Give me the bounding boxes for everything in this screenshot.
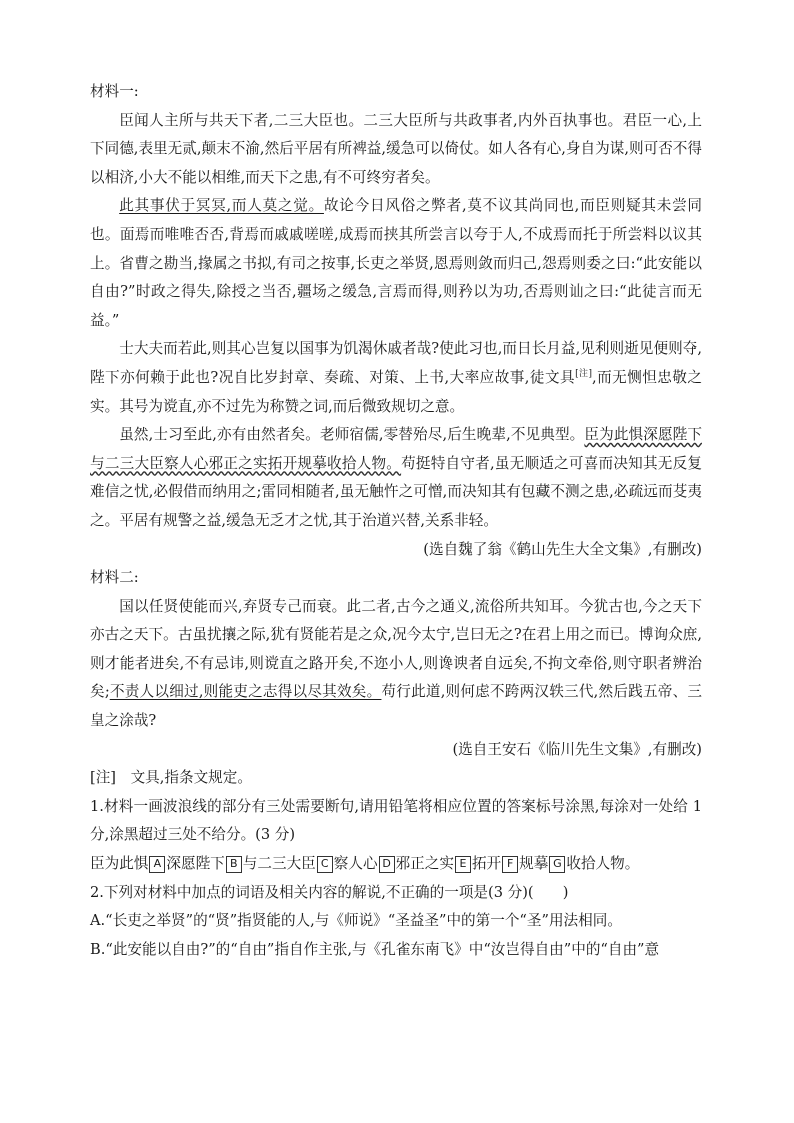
answer-box-c[interactable]: C xyxy=(317,856,333,873)
paragraph-text: ,而无恻怛忠敬之实。其号为谠直,亦不过先为称赞之词,而后微致规切之意。 xyxy=(90,368,702,415)
underlined-sentence: 不责人以细过,则能吏之志得以尽其效矣。 xyxy=(109,683,382,701)
material1-paragraph-1: 臣闻人主所与共天下者,二三大臣也。二三大臣所与共政事者,内外百执事也。君臣一心,上下同德,表里无贰,颠末不渝,然后平居有所裨益,缓急可以倚仗。如人各有心,身自为谋,则可否不得以相济,小大不能以相维,而天下之患,有不可终穷者矣。 xyxy=(90,111,702,186)
question-2: 2.下列对材料中加点的词语及相关内容的解说,不正确的一项是(3 分)( ) xyxy=(90,883,569,901)
segment-6: 规摹 xyxy=(519,855,549,873)
wavy-underlined-sentence: 臣为此惧深愿陛下与二三大臣察人心邪正之实拓开规摹收拾人物。 xyxy=(90,426,702,472)
paragraph-text: 国以任贤使能而兴,弃贤专己而衰。此二者,古今之通义,流俗所共知耳。今犹古也,今之天下亦古之天下。古虽扰攘之际,犹有贤能若是之众,况今太宁,岂曰无之?在君上用之而已。博询众庶,则才能者进矣,不有忌讳,则谠直之路开矣,不迩小人,则谗谀者自远矣,不拘文牵俗,则守职者辨治矣; xyxy=(90,597,702,701)
material1-paragraph-2 xyxy=(90,192,702,335)
underlined-sentence: 此其事伏于冥冥,而人莫之觉。 xyxy=(119,197,324,215)
material2-label: 材料二: xyxy=(90,569,139,587)
material1-paragraph-3 xyxy=(90,335,702,421)
question-2-option-a: A.“长吏之举贤”的“贤”指贤能的人,与《师说》“圣益圣”中的第一个“圣”用法相同。 xyxy=(90,912,622,930)
segment-5: 拓开 xyxy=(471,855,502,873)
segment-3: 察人心 xyxy=(333,855,378,873)
footnote-marker: [注] xyxy=(575,369,592,380)
question-2-option-b: B.“此安能以自由?”的“自由”指自作主张,与《孔雀东南飞》中“汝岂得自由”中的“自由”意 xyxy=(90,940,660,958)
segment-2: 与二三大臣 xyxy=(242,855,316,873)
material1-label: 材料一: xyxy=(90,83,139,100)
answer-choice-line xyxy=(90,850,702,879)
answer-box-b[interactable]: B xyxy=(226,856,242,873)
document-page xyxy=(90,78,702,964)
answer-box-g[interactable]: G xyxy=(549,856,565,873)
answer-box-e[interactable]: E xyxy=(455,856,471,873)
material2-paragraph-1 xyxy=(90,593,702,736)
material1-source: (选自魏了翁《鹤山先生大全文集》,有删改) xyxy=(423,540,702,558)
segment-0: 臣为此惧 xyxy=(90,855,149,873)
segment-1: 深愿陛下 xyxy=(166,855,225,873)
answer-box-a[interactable]: A xyxy=(149,856,165,873)
paragraph-text: 故论今日风俗之弊者,莫不议其尚同也,而臣则疑其未尝同也。面焉而唯唯否否,背焉而戚戚嗟嗟,成焉而挟其所尝言以夸于人,不成焉而托于所尝料以议其上。省曹之勘当,掾属之书拟,有司之按事,长吏之举贤,恩焉则敛而归己,怨焉则委之曰:“此安能以自由?”时政之得失,除授之当否,疆场之缓急,言焉而得,则矜以为功,否焉则讪之曰:“此徒言而无益。” xyxy=(90,197,703,329)
paragraph-text: 苟挺特自守者,虽无顺适之可喜而决知其无反复难信之忧,必假借而纳用之;雷同相随者,虽无触忤之可憎,而决知其有包藏不测之患,必疏远而芟夷之。平居有规警之益,缓急无乏才之忧,其于治道兴替,关系非轻。 xyxy=(90,454,702,529)
question-1: 1.材料一画波浪线的部分有三处需要断句,请用铅笔将相应位置的答案标号涂黑,每涂对一处给 1 分,涂黑超过三处不给分。(3 分) xyxy=(90,797,702,844)
segment-7: 收拾人物。 xyxy=(566,855,640,873)
paragraph-text: 苟行此道,则何虑不跨两汉轶三代,然后践五帝、三皇之涂哉? xyxy=(90,683,702,730)
paragraph-text: 虽然,士习至此,亦有由然者矣。老师宿儒,零替殆尽,后生晚辈,不见典型。 xyxy=(119,426,585,444)
answer-box-f[interactable]: F xyxy=(502,856,518,873)
footnote: [注] 文具,指条文规定。 xyxy=(90,769,252,787)
paragraph-text: 士大夫而若此,则其心岂复以国事为饥渴休戚者哉?使此习也,而日长月益,见利则逝见便则夺,陛下亦何赖于此也?况自比岁封章、奏疏、对策、上书,大率应故事,徒文具 xyxy=(90,340,702,386)
material1-paragraph-4 xyxy=(90,421,702,535)
material2-source: (选自王安石《临川先生文集》,有删改) xyxy=(452,740,702,758)
answer-box-d[interactable]: D xyxy=(379,856,395,873)
segment-4: 邪正之实 xyxy=(395,855,454,873)
